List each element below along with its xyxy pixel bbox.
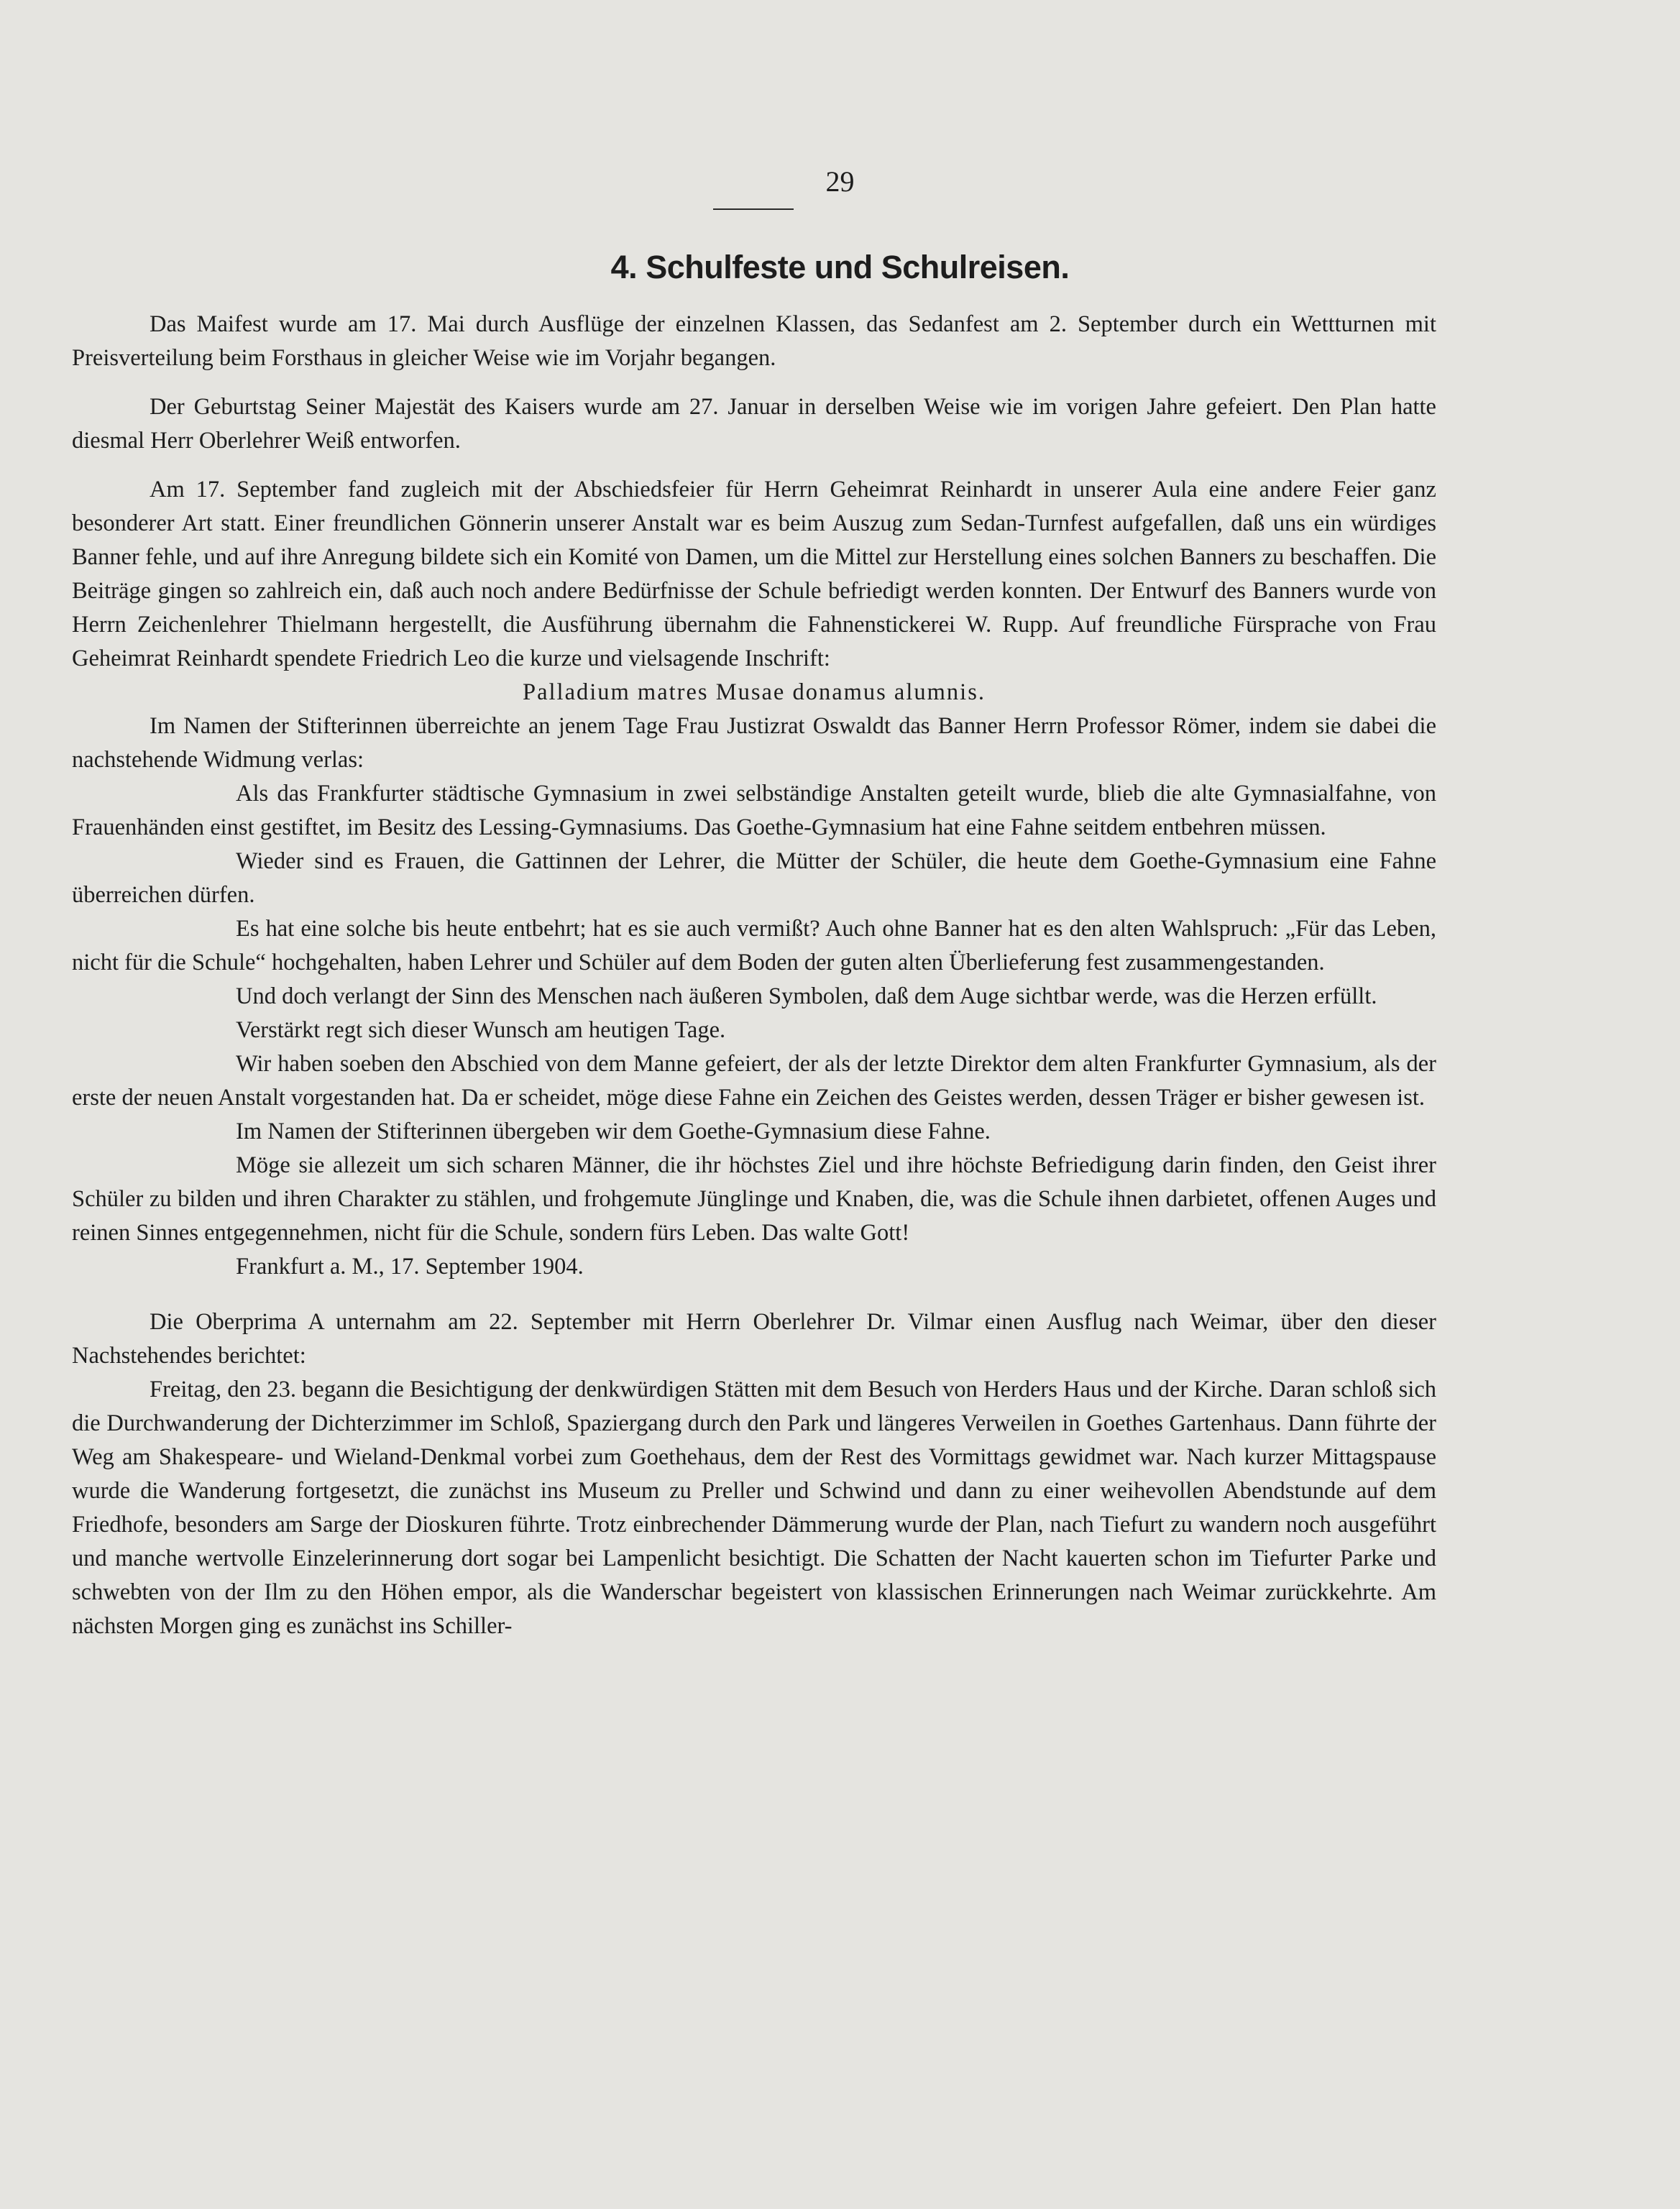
- dedication-paragraph-3: Es hat eine solche bis heute entbehrt; hat es sie auch vermißt? Auch ohne Banner hat es den alten Wahlspruch: „Für das Leben, nicht für die Schule“ hochgehalten, haben Lehrer und Schüler auf dem Boden der guten alten Überlieferung fest zusammengestanden.: [72, 916, 1436, 975]
- dedication-paragraph-7: Im Namen der Stifterinnen übergeben wir dem Goethe-Gymnasium diese Fahne.: [236, 1119, 991, 1144]
- paragraph-banner-feier: Am 17. September fand zugleich mit der Abschiedsfeier für Herrn Geheimrat Reinhardt in unserer Aula eine andere Feier ganz besonderer Art statt. Einer freundlichen Gönnerin unserer Anstalt war es beim Auszug zum Sedan-Turnfest aufgefallen, daß uns ein würdiges Banner fehle, und auf ihre Anregung bildete sich ein Komité von Damen, um die Mittel zur Herstellung eines solchen Banners zu beschaffen. Die Beiträge gingen so zahlreich ein, daß auch noch andere Bedürfnisse der Schule befriedigt werden konnten. Der Entwurf des Banners wurde von Herrn Zeichenlehrer Thielmann hergestellt, die Ausführung übernahm die Fahnenstickerei W. Rupp. Auf freundliche Fürsprache von Frau Geheimrat Reinhardt spendete Friedrich Leo die kurze und vielsagende Inschrift:: [72, 477, 1436, 671]
- paragraph-uebergabe: Im Namen der Stifterinnen überreichte an jenem Tage Frau Justizrat Oswaldt das Banner Herrn Professor Römer, indem sie dabei die nachstehende Widmung verlas:: [72, 713, 1436, 773]
- dedication-paragraph-4: Und doch verlangt der Sinn des Menschen nach äußeren Symbolen, daß dem Auge sichtbar werde, was die Herzen erfüllt.: [236, 983, 1377, 1009]
- page-number-rule: [713, 208, 794, 210]
- section-title: 4. Schulfeste und Schulreisen.: [610, 249, 1070, 285]
- dedication-paragraph-8: Möge sie allezeit um sich scharen Männer, die ihr höchstes Ziel und ihre höchste Befriedigung darin finden, den Geist ihrer Schüler zu bilden und ihren Charakter zu stählen, und frohgemute Jünglinge und Knaben, die, was die Schule ihnen darbietet, offenen Auges und reinen Sinnes entgegennehmen, nicht für die Schule, sondern fürs Leben. Das walte Gott!: [72, 1152, 1436, 1246]
- paragraph-weimar-bericht: Freitag, den 23. begann die Besichtigung der denkwürdigen Stätten mit dem Besuch von Herders Haus und der Kirche. Daran schloß sich die Durchwanderung der Dichterzimmer im Schloß, Spaziergang durch den Park und längeres Verweilen in Goethes Gartenhaus. Dann führte der Weg am Shakespeare- und Wieland-Denkmal vorbei zum Goethehaus, dem der Rest des Vormittags gewidmet war. Nach kurzer Mittagspause wurde die Wanderung fortgesetzt, die zunächst ins Museum zu Preller und Schwind und dann zu einer weihevollen Abendstunde auf dem Friedhofe, besonders am Sarge der Dioskuren führte. Trotz einbrechender Dämmerung wurde der Plan, nach Tiefurt zu wandern noch ausgeführt und manche wertvolle Einzelerinnerung dort sogar bei Lampenlicht besichtigt. Die Schatten der Nacht kauerten schon im Tiefurter Parke und schwebten von der Ilm zu den Höhen empor, als die Wanderschar begeistert von klassischen Erinnerungen nach Weimar zurückkehrte. Am nächsten Morgen ging es zunächst ins Schiller-: [72, 1377, 1436, 1639]
- page-number: 29: [825, 165, 855, 198]
- banner-inscription: Palladium matres Musae donamus alumnis.: [523, 679, 986, 705]
- dedication-paragraph-6: Wir haben soeben den Abschied von dem Manne gefeiert, der als der letzte Direktor dem alten Frankfurter Gymnasium, als der erste der neuen Anstalt vorgestanden hat. Da er scheidet, möge diese Fahne ein Zeichen des Geistes werden, dessen Träger er bisher gewesen ist.: [72, 1051, 1436, 1111]
- dedication-paragraph-2: Wieder sind es Frauen, die Gattinnen der Lehrer, die Mütter der Schüler, die heute dem Goethe-Gymnasium eine Fahne überreichen dürfen.: [72, 848, 1436, 908]
- paragraph-kaisers-geburtstag: Der Geburtstag Seiner Majestät des Kaisers wurde am 27. Januar in derselben Weise wie im vorigen Jahre gefeiert. Den Plan hatte diesmal Herr Oberlehrer Weiß entworfen.: [72, 394, 1436, 454]
- body-text: [72, 308, 1436, 1643]
- dedication-paragraph-5: Verstärkt regt sich dieser Wunsch am heutigen Tage.: [236, 1017, 726, 1043]
- dedication-dateline: Frankfurt a. M., 17. September 1904.: [236, 1254, 584, 1280]
- dedication-paragraph-1: Als das Frankfurter städtische Gymnasium in zwei selbständige Anstalten geteilt wurde, blieb die alte Gymnasialfahne, von Frauenhänden einst gestiftet, im Besitz des Lessing-Gymnasiums. Das Goethe-Gymnasium hat eine Fahne seitdem entbehren müssen.: [72, 781, 1436, 840]
- paragraph-maifest: Das Maifest wurde am 17. Mai durch Ausflüge der einzelnen Klassen, das Sedanfest am 2. September durch ein Wettturnen mit Preisverteilung beim Forsthaus in gleicher Weise wie im Vorjahr begangen.: [72, 311, 1436, 371]
- paragraph-weimar-ausflug: Die Oberprima A unternahm am 22. September mit Herrn Oberlehrer Dr. Vilmar einen Ausflug nach Weimar, über den dieser Nachstehendes berichtet:: [72, 1309, 1436, 1369]
